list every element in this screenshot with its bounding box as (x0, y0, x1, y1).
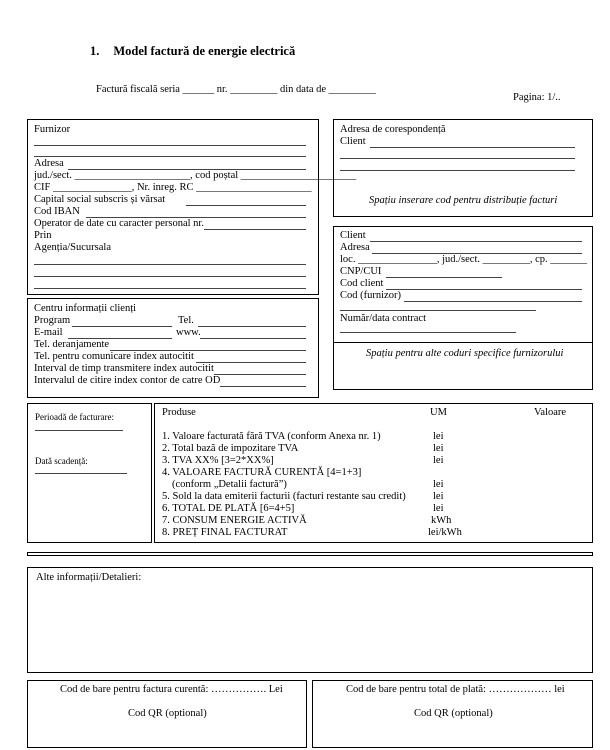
page-number: Pagina: 1/.. (513, 92, 561, 103)
client-box-divider (333, 342, 593, 343)
supplier-name-line-2 (34, 156, 306, 157)
correspondence-heading: Adresa de corespondență (340, 124, 446, 135)
product-row-um: lei/kWh (428, 527, 462, 538)
section-separator (27, 552, 593, 556)
product-row-um: lei (433, 491, 444, 502)
info-selfread-label: Tel. pentru comunicare index autocitit (34, 351, 194, 362)
client-box-note: Spațiu pentru alte coduri specifice furnizorului (366, 348, 564, 359)
info-www-label: www. (176, 327, 201, 338)
client-label: Client (340, 230, 366, 241)
supplier-agency-line-3 (34, 288, 306, 289)
contract-line (340, 332, 516, 333)
supplier-agency-line-2 (34, 276, 306, 277)
um-header: UM (430, 407, 447, 418)
supplier-name-line (34, 145, 306, 146)
correspondence-note: Spațiu inserare cod pentru distribuție facturi (369, 195, 558, 206)
product-row-label: 8. PREȚ FINAL FACTURAT (162, 527, 288, 538)
title-text: Model factură de energie electrică (113, 44, 296, 58)
due-date-line (35, 473, 127, 474)
supplier-operator-line (204, 229, 306, 230)
supplier-operator-label: Operator de date cu caracter personal nr. (34, 218, 204, 229)
supplier-cif-label: CIF _______________, Nr. inreg. RC ______________________ (34, 182, 312, 193)
info-center-heading: Centru informații clienți (34, 303, 137, 314)
invoice-series-line: Factură fiscală seria ______ nr. _________ din data de _________ (96, 84, 376, 95)
product-row-label: 4. VALOARE FACTURĂ CURENTĂ [4=1+3] (162, 467, 362, 478)
correspondence-client-line (370, 147, 575, 148)
client-box (333, 226, 593, 390)
billing-period-label: Perioadă de facturare: (35, 412, 114, 422)
client-line (370, 241, 582, 242)
contract-label: Număr/data contract (340, 313, 426, 324)
product-row-label: 6. TOTAL DE PLATĂ [6=4+5] (162, 503, 295, 514)
info-email-label: E-mail (34, 327, 63, 338)
supplier-prin-label: Prin (34, 230, 52, 241)
info-interval-send-label: Interval de timp transmitere index autocitit (34, 363, 214, 374)
product-row-label: (conform „Detalii factură”) (172, 479, 287, 490)
correspondence-line-2 (340, 158, 575, 159)
product-row-label: 1. Valoare facturată fără TVA (conform Anexa nr. 1) (162, 431, 381, 442)
supplier-code-line (404, 301, 582, 302)
product-row-um: lei (433, 431, 444, 442)
supplier-capital-label: Capital social subscris și vărsat (34, 194, 166, 205)
other-info-label: Alte informații/Detalieri: (36, 572, 142, 583)
product-row-label: 3. TVA XX% [3=2*XX%] (162, 455, 274, 466)
correspondence-client-label: Client (340, 136, 366, 147)
due-date-label: Dată scadență: (35, 456, 88, 466)
supplier-agency-label: Agenția/Sucursala (34, 242, 111, 253)
supplier-agency-line-1 (34, 264, 306, 265)
supplier-code-label: Cod (furnizor) (340, 290, 401, 301)
product-row-um: kWh (431, 515, 452, 526)
product-row-um: lei (433, 479, 444, 490)
info-fault-label: Tel. deranjamente (34, 339, 110, 350)
info-program-label: Program (34, 315, 71, 326)
product-row-um: lei (433, 455, 444, 466)
product-row-label: 5. Sold la data emiterii facturii (facturi restante sau credit) (162, 491, 406, 502)
supplier-capital-line (186, 205, 306, 206)
product-row-label: 7. CONSUM ENERGIE ACTIVĂ (162, 515, 307, 526)
correspondence-line-3 (340, 170, 575, 171)
supplier-address-label: Adresa (34, 158, 64, 169)
supplier-jud-label: jud./sect. ______________________, cod poștal ______________________ (34, 170, 357, 181)
value-header: Valoare (534, 407, 567, 418)
info-interval-send-line (214, 374, 306, 375)
barcode-current-label: Cod de bare pentru factura curentă: ……………. Lei (60, 684, 283, 695)
client-address-label: Adresa (340, 242, 370, 253)
client-cnp-label: CNP/CUI (340, 266, 382, 277)
billing-period-line (35, 430, 123, 431)
client-cnp-line (386, 277, 502, 278)
product-row-um: lei (433, 503, 444, 514)
barcode-total-label: Cod de bare pentru total de plată: ……………… lei (346, 684, 565, 695)
client-code-line (386, 289, 582, 290)
info-interval-read-line (220, 386, 306, 387)
client-code-label: Cod client (340, 278, 384, 289)
info-tel-label: Tel. (178, 315, 194, 326)
barcode-total-qr: Cod QR (optional) (414, 708, 493, 719)
info-interval-read-label: Intervalul de citire index contor de catre OD (34, 375, 221, 386)
supplier-heading: Furnizor (34, 124, 71, 135)
info-www-line (200, 338, 306, 339)
title-number: 1. (90, 44, 100, 58)
client-extra-line (340, 310, 536, 311)
products-header: Produse (162, 407, 196, 418)
product-row-label: 2. Total bază de impozitare TVA (162, 443, 299, 454)
product-row-um: lei (433, 443, 444, 454)
barcode-current-qr: Cod QR (optional) (128, 708, 207, 719)
info-program-line (72, 326, 172, 327)
info-tel-line (198, 326, 306, 327)
client-loc-label: loc. _______________, jud./sect. _________, cp. _______ (340, 254, 588, 265)
page-title (90, 44, 295, 59)
supplier-iban-label: Cod IBAN (34, 206, 80, 217)
